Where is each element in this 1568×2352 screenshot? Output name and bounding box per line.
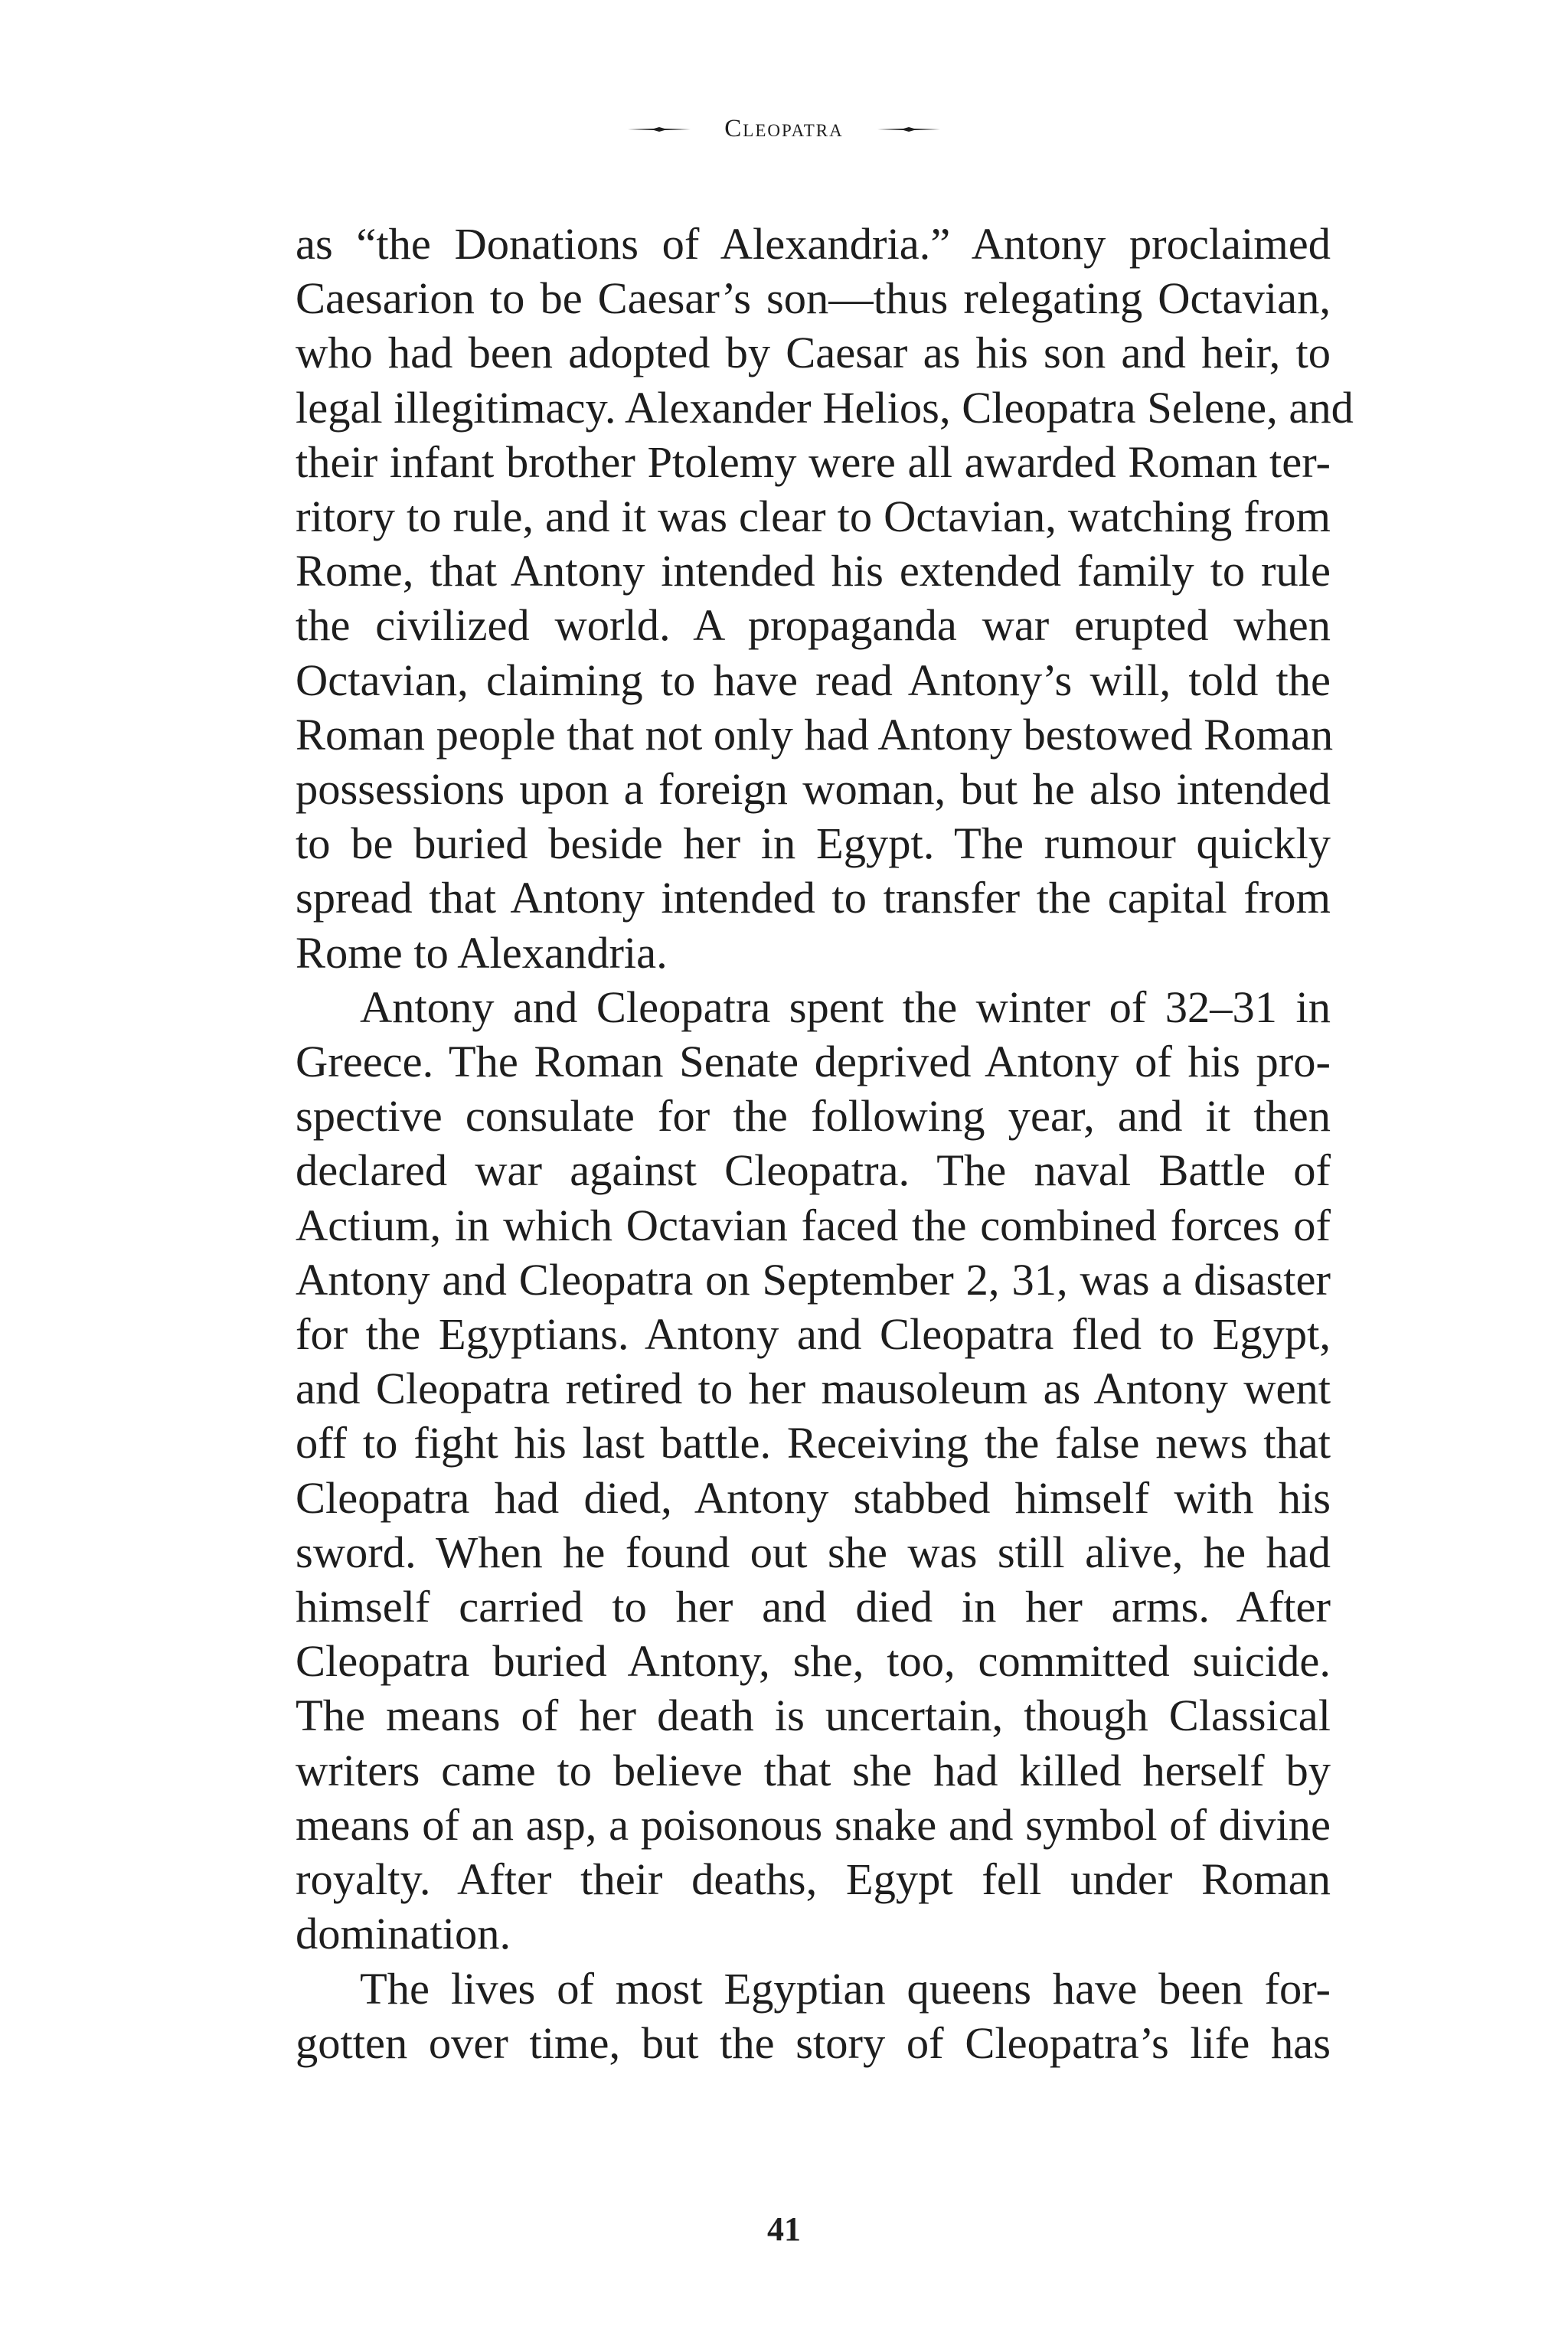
text-line: domination. <box>296 1909 511 1959</box>
text-line: legal illegitimacy. Alexander Helios, Cleopatra Selene, and <box>296 382 1354 433</box>
page-number: 41 <box>767 2210 801 2248</box>
running-head-title: Cleopatra <box>724 115 844 142</box>
text-line: as “the Donations of Alexandria.” Antony proclaimed <box>296 219 1331 269</box>
text-line: Actium, in which Octavian faced the combined forces of <box>296 1200 1331 1250</box>
text-line: Rome, that Antony intended his extended family to rule <box>296 546 1331 596</box>
right-ornamental-rule <box>877 126 940 133</box>
text-line: and Cleopatra retired to her mausoleum as Antony went <box>296 1364 1331 1414</box>
text-line: means of an asp, a poisonous snake and symbol of divine <box>296 1799 1331 1850</box>
paragraph-3 <box>296 1962 1331 2070</box>
text-line: off to fight his last battle. Receiving the false news that <box>296 1418 1331 1468</box>
text-line: who had been adopted by Caesar as his son and heir, to <box>296 328 1331 378</box>
text-line: to be buried beside her in Egypt. The rumour quickly <box>296 818 1331 869</box>
text-line: Antony and Cleopatra on September 2, 31, was a disaster <box>296 1254 1331 1305</box>
text-line: the civilized world. A propaganda war erupted when <box>296 600 1331 651</box>
paragraph-2 <box>296 980 1331 1962</box>
text-line: spread that Antony intended to transfer the capital from <box>296 873 1331 923</box>
text-line: Caesarion to be Caesar’s son—thus relegating Octavian, <box>296 273 1331 324</box>
text-line: for the Egyptians. Antony and Cleopatra fled to Egypt, <box>296 1309 1331 1360</box>
text-line: Cleopatra buried Antony, she, too, committed suicide. <box>296 1636 1331 1687</box>
text-line: sword. When he found out she was still alive, he had <box>296 1527 1331 1577</box>
text-line: spective consulate for the following year, and it then <box>296 1091 1331 1142</box>
text-line: The means of her death is uncertain, though Classical <box>296 1690 1331 1741</box>
text-line: The lives of most Egyptian queens have been for- <box>360 1963 1331 2014</box>
text-line: writers came to believe that she had killed herself by <box>296 1745 1331 1795</box>
text-line: Rome to Alexandria. <box>296 927 668 978</box>
left-ornamental-rule <box>628 126 691 133</box>
text-line: possessions upon a foreign woman, but he also intended <box>296 764 1331 815</box>
running-head <box>0 115 1568 143</box>
text-line: ritory to rule, and it was clear to Octavian, watching from <box>296 492 1331 542</box>
body-text <box>296 217 1354 2070</box>
text-line: gotten over time, but the story of Cleopatra’s life has <box>296 2017 1331 2068</box>
text-line: royalty. After their deaths, Egypt fell under Roman <box>296 1854 1331 1905</box>
text-line: himself carried to her and died in her arms. After <box>296 1582 1331 1632</box>
text-line: Roman people that not only had Antony bestowed Roman <box>296 709 1334 760</box>
text-line: their infant brother Ptolemy were all awarded Roman ter- <box>296 436 1331 487</box>
text-line: Cleopatra had died, Antony stabbed himself with his <box>296 1472 1331 1523</box>
text-line: declared war against Cleopatra. The naval Battle of <box>296 1145 1331 1196</box>
text-line: Greece. The Roman Senate deprived Antony of his pro- <box>296 1037 1331 1087</box>
paragraph-1 <box>296 217 1354 980</box>
text-line: Octavian, claiming to have read Antony’s will, told the <box>296 655 1331 705</box>
text-line: Antony and Cleopatra spent the winter of 32–31 in <box>360 982 1331 1032</box>
